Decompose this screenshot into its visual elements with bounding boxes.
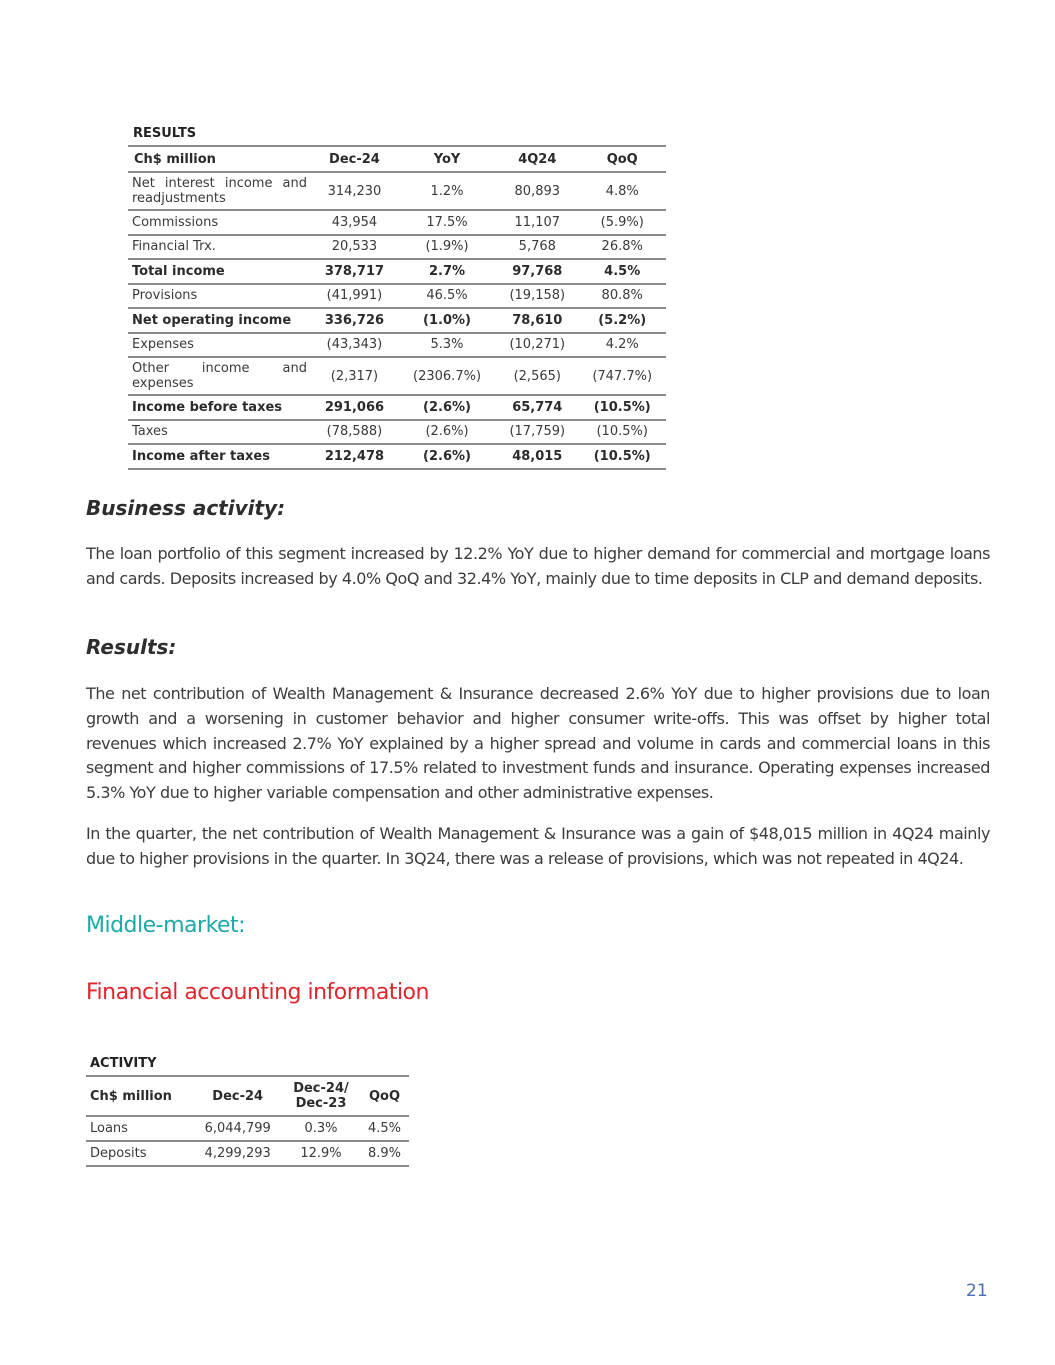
table-row <box>86 1116 409 1141</box>
column-header-4q24: 4Q24 <box>496 147 578 172</box>
table-row <box>128 259 666 284</box>
column-header-dec24: Dec-24 <box>193 1077 282 1116</box>
cell-value: (747.7%) <box>578 357 666 395</box>
table-row <box>128 444 666 469</box>
cell-value: 336,726 <box>311 308 398 333</box>
table-row <box>128 308 666 333</box>
table-row <box>128 420 666 445</box>
row-label: Income after taxes <box>128 444 311 469</box>
cell-value: 2.7% <box>398 259 496 284</box>
cell-value: 78,610 <box>496 308 578 333</box>
table-row <box>128 333 666 358</box>
cell-value: (2,565) <box>496 357 578 395</box>
table-row <box>128 172 666 210</box>
results-table-caption: RESULTS <box>133 126 197 141</box>
activity-table-header-row <box>86 1077 409 1116</box>
cell-value: 6,044,799 <box>193 1116 282 1141</box>
column-header-yoy: YoY <box>398 147 496 172</box>
table-row <box>128 357 666 395</box>
cell-value: (43,343) <box>311 333 398 358</box>
cell-value: (2.6%) <box>398 444 496 469</box>
column-header-dec24-dec23: Dec-24/ Dec-23 <box>282 1077 360 1116</box>
cell-value: (2306.7%) <box>398 357 496 395</box>
results-paragraph-1: The net contribution of Wealth Management & Insurance decreased 2.6% YoY due to higher provisions due to loan growth and a worsening in customer behavior and higher consumer write-offs. This was offset by higher total revenues which increased 2.7% YoY explained by a higher spread and volume in cards and commercial loans in this segment and higher commissions of 17.5% related to investment funds and insurance. Operating expenses increased 5.3% YoY due to higher variable compensation and other administrative expenses. <box>86 684 990 803</box>
table-row <box>128 235 666 260</box>
cell-value: 43,954 <box>311 210 398 235</box>
cell-value: 4.2% <box>578 333 666 358</box>
cell-value: (17,759) <box>496 420 578 445</box>
cell-value: 11,107 <box>496 210 578 235</box>
cell-value: 20,533 <box>311 235 398 260</box>
row-label: Deposits <box>86 1141 193 1166</box>
row-label: Other income and expenses <box>128 357 311 395</box>
table-row <box>86 1141 409 1166</box>
page-number: 21 <box>966 1281 988 1301</box>
table-row <box>128 284 666 309</box>
cell-value: 4.5% <box>578 259 666 284</box>
cell-value: 4.8% <box>578 172 666 210</box>
cell-value: (41,991) <box>311 284 398 309</box>
cell-value: (2.6%) <box>398 395 496 420</box>
column-header-label: Ch$ million <box>86 1077 193 1116</box>
row-label: Net interest income and readjustments <box>128 172 311 210</box>
results-heading: Results: <box>86 635 177 659</box>
cell-value: 1.2% <box>398 172 496 210</box>
business-activity-heading: Business activity: <box>86 496 286 520</box>
cell-value: 12.9% <box>282 1141 360 1166</box>
cell-value: 17.5% <box>398 210 496 235</box>
row-label: Net operating income <box>128 308 311 333</box>
cell-value: 80,893 <box>496 172 578 210</box>
cell-value: (2,317) <box>311 357 398 395</box>
cell-value: 378,717 <box>311 259 398 284</box>
activity-table <box>86 1077 409 1167</box>
cell-value: 5,768 <box>496 235 578 260</box>
cell-value: 291,066 <box>311 395 398 420</box>
activity-table-caption: ACTIVITY <box>90 1056 157 1071</box>
row-label: Provisions <box>128 284 311 309</box>
business-activity-paragraph: The loan portfolio of this segment increased by 12.2% YoY due to higher demand for commercial and mortgage loans and cards. Deposits increased by 4.0% QoQ and 32.4% YoY, mainly due to time deposits in CLP and demand deposits. <box>86 544 990 588</box>
cell-value: 8.9% <box>360 1141 409 1166</box>
cell-value: 0.3% <box>282 1116 360 1141</box>
row-label: Expenses <box>128 333 311 358</box>
results-paragraph-2: In the quarter, the net contribution of Wealth Management & Insurance was a gain of $48,015 million in 4Q24 mainly due to higher provisions in the quarter. In 3Q24, there was a release of provisions, which was not repeated in 4Q24. <box>86 824 990 868</box>
cell-value: 65,774 <box>496 395 578 420</box>
cell-value: 4.5% <box>360 1116 409 1141</box>
cell-value: (78,588) <box>311 420 398 445</box>
column-header-label: Ch$ million <box>128 147 311 172</box>
cell-value: (19,158) <box>496 284 578 309</box>
row-label: Taxes <box>128 420 311 445</box>
cell-value: 46.5% <box>398 284 496 309</box>
cell-value: 314,230 <box>311 172 398 210</box>
cell-value: (1.9%) <box>398 235 496 260</box>
table-row <box>128 395 666 420</box>
cell-value: (5.2%) <box>578 308 666 333</box>
row-label: Total income <box>128 259 311 284</box>
cell-value: 97,768 <box>496 259 578 284</box>
row-label: Income before taxes <box>128 395 311 420</box>
cell-value: (10.5%) <box>578 420 666 445</box>
row-label: Financial Trx. <box>128 235 311 260</box>
cell-value: 48,015 <box>496 444 578 469</box>
cell-value: 5.3% <box>398 333 496 358</box>
cell-value: 4,299,293 <box>193 1141 282 1166</box>
cell-value: 80.8% <box>578 284 666 309</box>
results-table-header-row <box>128 147 666 172</box>
cell-value: (10.5%) <box>578 444 666 469</box>
cell-value: 212,478 <box>311 444 398 469</box>
row-label: Loans <box>86 1116 193 1141</box>
row-label: Commissions <box>128 210 311 235</box>
column-header-qoq: QoQ <box>578 147 666 172</box>
results-table <box>128 147 666 470</box>
cell-value: (2.6%) <box>398 420 496 445</box>
column-header-qoq: QoQ <box>360 1077 409 1116</box>
table-row <box>128 210 666 235</box>
column-header-dec24: Dec-24 <box>311 147 398 172</box>
cell-value: (1.0%) <box>398 308 496 333</box>
cell-value: (10.5%) <box>578 395 666 420</box>
middle-market-heading: Middle-market: <box>86 913 246 938</box>
cell-value: 26.8% <box>578 235 666 260</box>
cell-value: (10,271) <box>496 333 578 358</box>
financial-accounting-heading: Financial accounting information <box>86 980 429 1005</box>
cell-value: (5.9%) <box>578 210 666 235</box>
